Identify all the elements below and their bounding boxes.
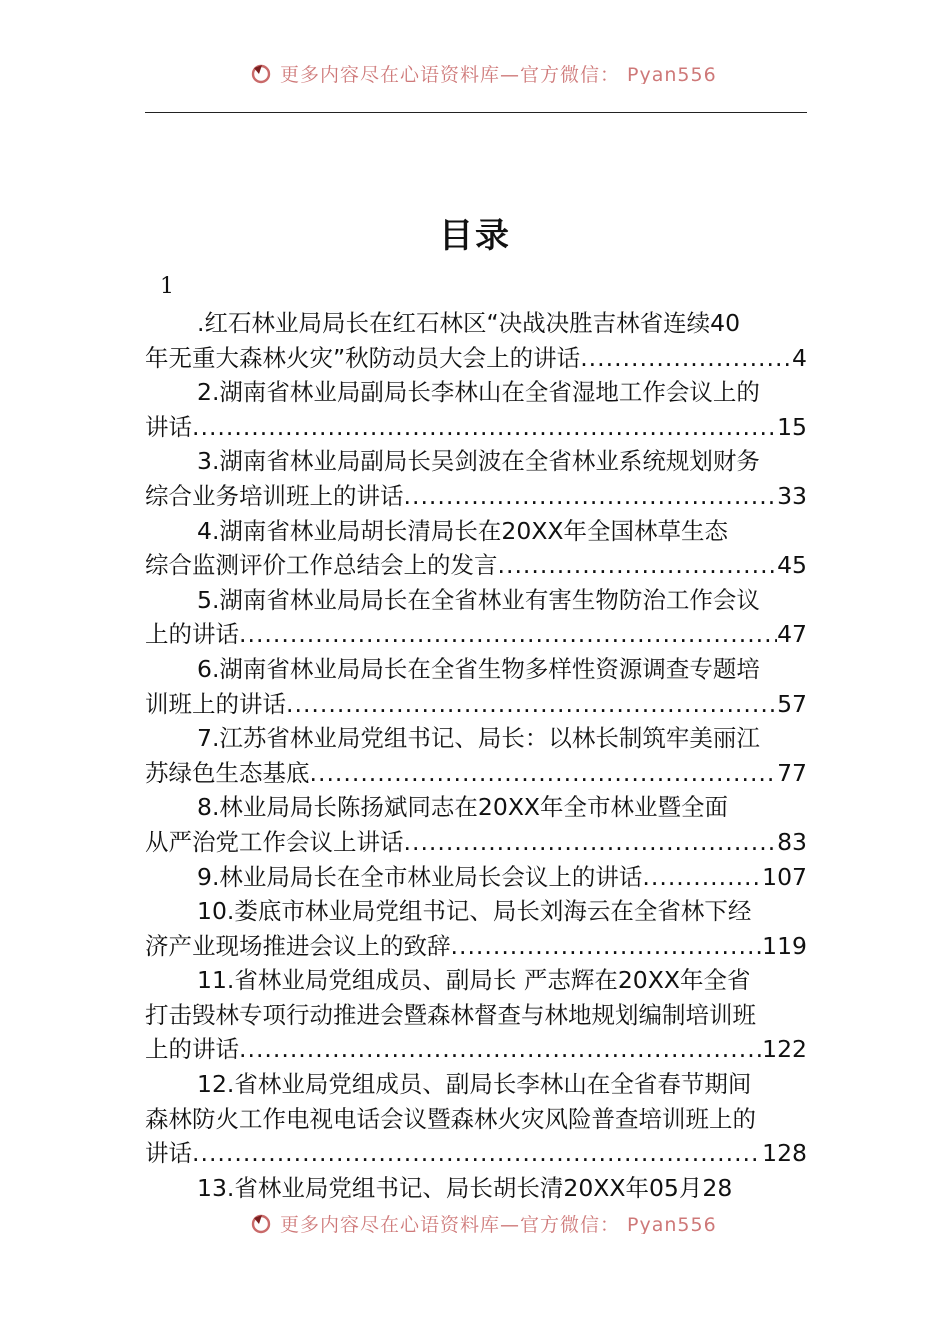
watermark-top [250,58,730,84]
toc-page-number: 122 [762,1035,807,1064]
toc-entry-text: 4.湖南省林业局胡长清局长在20XX年全国林草生态 [197,516,729,545]
toc-entry-text: 10.娄底市林业局党组书记、局长刘海云在全省林下经 [197,897,752,926]
toc-entry-text: 济产业现场推进会议上的致辞 [145,931,451,960]
toc-entry[interactable] [145,306,807,375]
toc-page-number: 45 [777,551,807,580]
toc-entry[interactable] [145,963,807,1067]
toc-entry-text: 7.江苏省林业局党组书记、局长：以林长制筑牢美丽江 [197,724,760,753]
toc-entry[interactable] [145,444,807,513]
toc-entry[interactable] [145,790,807,859]
toc-entry-text: 综合监测评价工作总结会上的发言 [145,551,498,580]
toc-entry-text: 从严治党工作会议上讲话 [145,827,404,856]
dot-leader [498,548,778,583]
toc-entry-text: 年无重大森林火灾”秋防动员大会上的讲话 [145,343,581,372]
toc-page-number: 47 [777,620,807,649]
dot-leader [451,929,763,964]
toc-page-number: 15 [777,412,807,441]
stray-number: 1 [160,274,174,299]
toc-entry-text: 综合业务培训班上的讲话 [145,481,404,510]
toc-entry-text: 8.林业局局长陈扬斌同志在20XX年全市林业暨全面 [197,793,729,822]
toc-page-number: 77 [777,758,807,787]
toc-entry[interactable] [145,652,807,721]
watermark-text: 更多内容尽在心语资料库—官方微信： Pyan556 [280,64,717,84]
dot-leader [286,687,777,722]
toc-entry[interactable] [145,514,807,583]
dot-leader [239,1032,762,1067]
brand-logo-icon [250,62,272,84]
dot-leader [192,410,777,445]
toc-entry-text: 2.湖南省林业局副局长李林山在全省湿地工作会议上的 [197,378,760,407]
toc-page-number: 57 [777,689,807,718]
toc-entry[interactable] [145,860,807,895]
toc-page-number: 33 [777,481,807,510]
toc-page-number: 107 [762,862,807,891]
toc-page-number: 119 [762,931,807,960]
watermark-bottom [250,1208,730,1234]
dot-leader [404,479,778,514]
toc-entry[interactable] [145,1067,807,1171]
dot-leader [404,825,778,860]
toc-entry-text: 12.省林业局党组成员、副局长李林山在全省春节期间 [197,1070,752,1099]
toc-entry-text: 打击毁林专项行动推进会暨森林督查与林地规划编制培训班 [145,1000,756,1029]
toc-entry-text: 讲话 [145,1139,192,1168]
table-of-contents [145,306,807,1205]
toc-page-number: 128 [762,1139,807,1168]
toc-page-number: 4 [792,343,807,372]
toc-entry[interactable] [145,721,807,790]
brand-logo-icon [250,1212,272,1234]
dot-leader [642,860,762,895]
toc-entry[interactable] [145,1171,807,1206]
toc-entry[interactable] [145,583,807,652]
toc-entry-text: 3.湖南省林业局副局长吴剑波在全省林业系统规划财务 [197,447,760,476]
toc-entry-text: 训班上的讲话 [145,689,286,718]
toc-entry-text: 5.湖南省林业局局长在全省林业有害生物防治工作会议 [197,585,760,614]
toc-entry-text: 13.省林业局党组书记、局长胡长清20XX年05月28 [197,1173,733,1202]
toc-entry-text: 讲话 [145,412,192,441]
dot-leader [192,1136,762,1171]
dot-leader [310,756,778,791]
toc-entry[interactable] [145,375,807,444]
dot-leader [580,341,792,376]
toc-page-number: 83 [777,827,807,856]
toc-entry[interactable] [145,894,807,963]
dot-leader [239,617,777,652]
page-title: 目录 [439,216,511,256]
toc-entry-text: 11.省林业局党组成员、副局长 严志辉在20XX年全省 [197,966,751,995]
toc-entry-text: 苏绿色生态基底 [145,758,310,787]
watermark-text: 更多内容尽在心语资料库—官方微信： Pyan556 [280,1214,717,1234]
toc-entry-text: 6.湖南省林业局局长在全省生物多样性资源调查专题培 [197,654,760,683]
toc-entry-text: 上的讲话 [145,1035,239,1064]
toc-entry-text: 9.林业局局长在全市林业局长会议上的讲话 [197,862,643,891]
toc-entry-text: 上的讲话 [145,620,239,649]
toc-entry-text: .红石林业局局长在红石林区“决战决胜吉林省连续40 [197,309,741,337]
toc-entry-text: 森林防火工作电视电话会议暨森林火灾风险普查培训班上的 [145,1104,756,1133]
header-rule [145,112,807,113]
